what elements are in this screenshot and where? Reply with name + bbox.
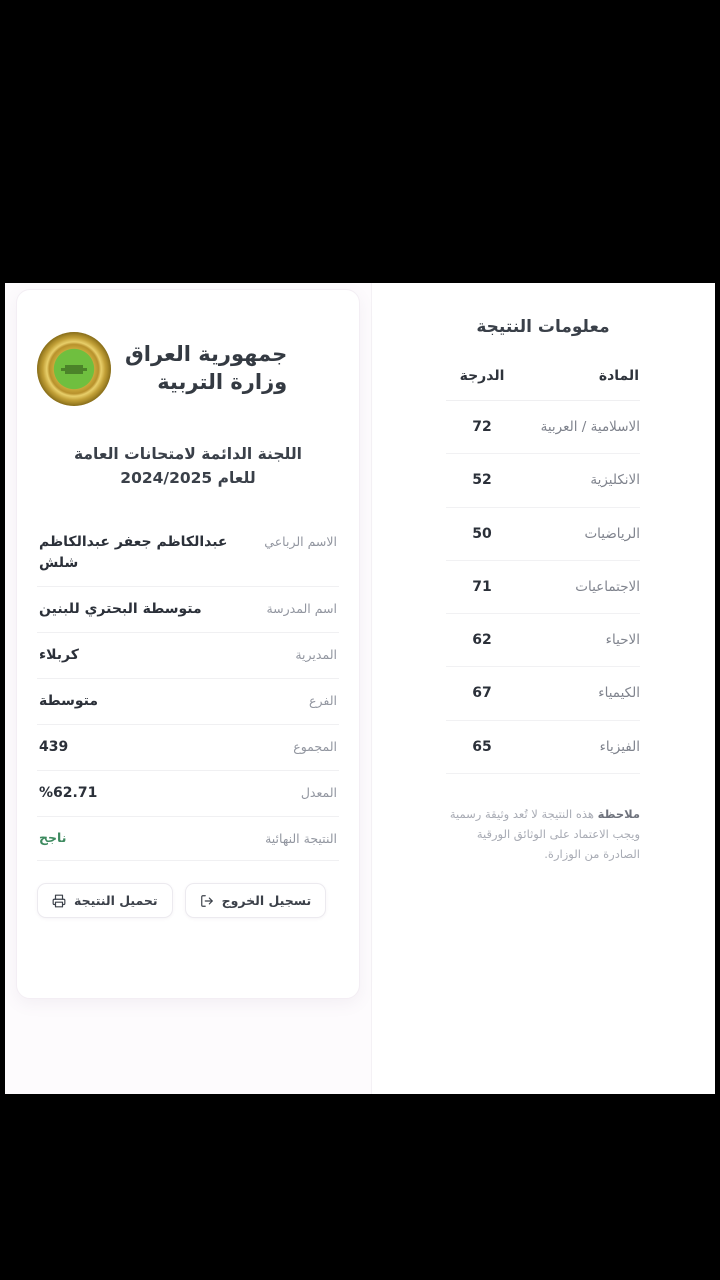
result-card-column <box>5 283 371 1094</box>
cell-subject: الانكليزية <box>518 454 640 507</box>
content-area <box>5 283 715 1094</box>
cell-mark: 50 <box>446 507 518 560</box>
download-result-button[interactable] <box>37 883 173 918</box>
info-row-directorate <box>37 633 339 679</box>
cell-subject: الفيزياء <box>518 720 640 773</box>
printer-icon <box>52 894 66 908</box>
cell-mark: 67 <box>446 667 518 720</box>
cell-subject: الاجتماعيات <box>518 560 640 613</box>
cell-mark: 52 <box>446 454 518 507</box>
info-row-school <box>37 587 339 633</box>
committee-heading <box>37 442 339 490</box>
republic-line: جمهورية العراق <box>125 342 288 367</box>
grades-table <box>446 367 640 774</box>
card-actions <box>37 883 339 918</box>
cell-mark: 72 <box>446 401 518 454</box>
info-value: متوسطة البحتري للبنين <box>39 601 202 618</box>
info-label: المجموع <box>293 739 337 755</box>
info-value: 439 <box>39 739 69 756</box>
table-row <box>446 560 640 613</box>
ministry-heading <box>125 341 287 396</box>
cell-subject: الكيمياء <box>518 667 640 720</box>
cell-subject: الاحياء <box>518 614 640 667</box>
disclaimer-note-text: هذه النتيجة لا تُعد وثيقة رسمية ويجب الاعتماد على الوثائق الورقية الصادرة من الوزارة. <box>449 806 640 861</box>
cell-subject: الرياضيات <box>518 507 640 560</box>
info-label: الاسم الرباعي <box>264 534 337 550</box>
logout-label: تسجيل الخروج <box>221 893 312 909</box>
info-row-branch <box>37 679 339 725</box>
info-label: المديرية <box>295 647 337 663</box>
info-row-name <box>37 520 339 587</box>
table-row <box>446 614 640 667</box>
ministry-line: وزارة التربية <box>157 370 288 394</box>
info-label: اسم المدرسة <box>266 601 337 617</box>
cell-mark: 65 <box>446 720 518 773</box>
table-row <box>446 454 640 507</box>
cell-mark: 62 <box>446 614 518 667</box>
table-row <box>446 667 640 720</box>
cell-mark: 71 <box>446 560 518 613</box>
table-header-row <box>446 367 640 401</box>
download-result-label: تحميل النتيجة <box>74 893 158 909</box>
info-row-total <box>37 725 339 771</box>
status-badge: ناجح <box>39 830 67 846</box>
column-header-mark: الدرجة <box>446 367 518 401</box>
result-card <box>16 289 360 999</box>
card-header <box>37 332 331 406</box>
info-label: المعدل <box>300 785 337 801</box>
info-label: الفرع <box>309 693 337 709</box>
disclaimer-note-prefix: ملاحظة <box>597 806 640 821</box>
info-row-final-result <box>37 817 339 861</box>
student-info-list <box>37 520 339 861</box>
iraq-state-emblem-icon <box>37 332 111 406</box>
info-row-average <box>37 771 339 817</box>
info-value: متوسطة <box>39 693 99 710</box>
disclaimer-note <box>446 804 640 864</box>
info-value: كربلاء <box>39 647 79 664</box>
grades-column <box>371 283 714 1094</box>
info-value: %62.71 <box>39 785 98 802</box>
committee-line-1: اللجنة الدائمة لامتحانات العامة <box>74 445 302 463</box>
table-row <box>446 507 640 560</box>
cell-subject: الاسلامية / العربية <box>518 401 640 454</box>
info-value: عبدالكاظم جعفر عبدالكاظم شلش <box>39 534 228 572</box>
logout-icon <box>200 894 214 908</box>
column-header-subject: المادة <box>518 367 640 401</box>
committee-line-2: للعام 2024/2025 <box>120 469 256 488</box>
info-label: النتيجة النهائية <box>265 831 337 847</box>
table-row <box>446 401 640 454</box>
page-title: معلومات النتيجة <box>476 317 610 337</box>
table-row <box>446 720 640 773</box>
logout-button[interactable] <box>185 883 327 918</box>
